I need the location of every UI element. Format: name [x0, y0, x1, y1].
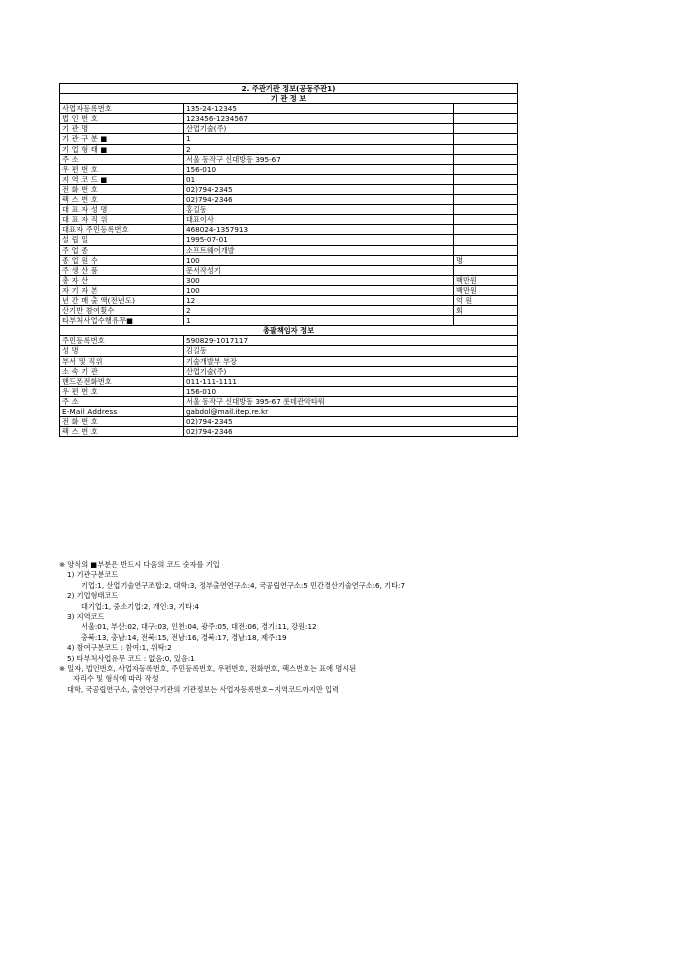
note-line: 2) 기업형태코드: [67, 591, 119, 601]
field-label: 기 관 명: [60, 124, 184, 134]
org-info-table: [59, 83, 518, 437]
note-line: 기업:1, 산업기술연구조합:2, 대학:3, 정부출연연구소:4, 국공립연구소:5 민간경산기술연구소:6, 기타:7: [81, 580, 406, 590]
table-row: [60, 104, 518, 114]
table-row: [60, 396, 518, 406]
field-label: 주 생 산 품: [60, 265, 184, 275]
note-line: 1) 기관구분코드: [67, 570, 119, 580]
field-label: 부서 및 직위: [60, 356, 184, 366]
table-row: [60, 225, 518, 235]
field-label: 타부처사업수행유무■: [60, 316, 184, 326]
field-label: 지 역 코 드 ■: [60, 174, 184, 184]
field-unit: [454, 184, 518, 194]
note-line: 대기업:1, 중소기업:2, 개인:3, 기타:4: [81, 601, 200, 611]
field-value: 100: [184, 285, 454, 295]
field-label: 주민등록번호: [60, 336, 184, 346]
field-value: 011-111-1111: [184, 376, 518, 386]
table-row: [60, 195, 518, 205]
field-unit: [454, 164, 518, 174]
field-unit: [454, 195, 518, 205]
field-label: 우 편 번 호: [60, 386, 184, 396]
field-value: 1: [184, 316, 454, 326]
field-value: 468024-1357913: [184, 225, 454, 235]
section-org-info: 기 관 정 보: [60, 94, 518, 104]
instructions: [59, 560, 529, 695]
table-row: [60, 306, 518, 316]
field-unit: 억 원: [454, 295, 518, 305]
field-value: 기술개발부 부장: [184, 356, 518, 366]
table-row: [60, 154, 518, 164]
field-value: 123456-1234567: [184, 114, 454, 124]
table-title-row: [60, 84, 518, 94]
table-row: [60, 184, 518, 194]
field-label: 핸드폰전화번호: [60, 376, 184, 386]
table-row: [60, 255, 518, 265]
table-row: [60, 295, 518, 305]
field-value: 2: [184, 144, 454, 154]
field-unit: [454, 316, 518, 326]
field-label: 법 인 번 호: [60, 114, 184, 124]
table-title: 2. 주관기관 정보(공동주관1): [60, 84, 518, 94]
table-row: [60, 336, 518, 346]
field-label: 주 업 종: [60, 245, 184, 255]
table-row: [60, 245, 518, 255]
field-label: 우 편 번 호: [60, 164, 184, 174]
table-row: [60, 124, 518, 134]
field-value: 2: [184, 306, 454, 316]
table-row: [60, 174, 518, 184]
field-label: 종 업 원 수: [60, 255, 184, 265]
field-value: 100: [184, 255, 454, 265]
table-row: [60, 114, 518, 124]
table-row: [60, 205, 518, 215]
table-row: [60, 235, 518, 245]
note-line: 3) 지역코드: [67, 612, 105, 622]
field-unit: [454, 144, 518, 154]
field-value: 홍길동: [184, 205, 454, 215]
field-label: 소 속 기 관: [60, 366, 184, 376]
table-row: [60, 275, 518, 285]
field-value: 02)794-2345: [184, 184, 454, 194]
table-row: [60, 417, 518, 427]
field-value: 300: [184, 275, 454, 285]
note-line: 5) 타부처사업유무 코드 : 없음:0, 있음:1: [67, 653, 195, 663]
field-unit: 백만원: [454, 285, 518, 295]
field-value: 1: [184, 134, 454, 144]
table-row: [60, 346, 518, 356]
table-row: [60, 215, 518, 225]
field-label: 주 소: [60, 396, 184, 406]
field-unit: [454, 225, 518, 235]
field-label: 년 간 매 출 액(전년도): [60, 295, 184, 305]
field-unit: [454, 134, 518, 144]
table-row: [60, 285, 518, 295]
field-unit: [454, 215, 518, 225]
field-label: 사업자등록번호: [60, 104, 184, 114]
field-value: 서울 동작구 신대방동 395-67: [184, 154, 454, 164]
field-unit: 명: [454, 255, 518, 265]
note-line: ※ 양식의 ■부분은 반드시 다음의 코드 숫자를 기입: [59, 560, 220, 569]
note-line: 자리수 및 형식에 따라 작성: [73, 674, 159, 684]
field-value: 156-010: [184, 386, 518, 396]
table-row: [60, 407, 518, 417]
field-unit: [454, 124, 518, 134]
field-value: 대표이사: [184, 215, 454, 225]
table-row: [60, 134, 518, 144]
field-label: 팩 스 번 호: [60, 427, 184, 437]
field-value: 156-010: [184, 164, 454, 174]
table-row: [60, 427, 518, 437]
table-row: [60, 386, 518, 396]
field-unit: [454, 265, 518, 275]
field-value: 소프트웨어개발: [184, 245, 454, 255]
field-label: 성 명: [60, 346, 184, 356]
field-value: 산업기술(주): [184, 366, 518, 376]
field-unit: [454, 104, 518, 114]
note-line: 4) 참여구분코드 : 참여:1, 위탁:2: [67, 643, 172, 653]
field-unit: 백만원: [454, 275, 518, 285]
table-row: [60, 144, 518, 154]
table-row: [60, 316, 518, 326]
section-manager-info: 총괄책임자 정보: [60, 326, 518, 336]
note-line: 대학, 국공립연구소, 출연연구기관의 기관정보는 사업자등록번호~지역코드까지만 입력: [67, 684, 339, 694]
field-label: 설 립 일: [60, 235, 184, 245]
field-unit: [454, 205, 518, 215]
field-value: 135-24-12345: [184, 104, 454, 114]
field-label: 기 업 형 태 ■: [60, 144, 184, 154]
field-unit: 회: [454, 306, 518, 316]
field-unit: [454, 235, 518, 245]
field-label: 대 표 자 직 위: [60, 215, 184, 225]
field-value: 12: [184, 295, 454, 305]
field-label: 대표자 주민등록번호: [60, 225, 184, 235]
field-unit: [454, 174, 518, 184]
field-label: 주 소: [60, 154, 184, 164]
field-label: E-Mail Address: [60, 407, 184, 417]
field-label: 기 관 구 분 ■: [60, 134, 184, 144]
field-value: gabdol@mail.itep.re.kr: [184, 407, 518, 417]
field-unit: [454, 114, 518, 124]
field-label: 대 표 자 성 명: [60, 205, 184, 215]
field-value: 서울 동작구 신대방동 395-67 롯데관악타워: [184, 396, 518, 406]
field-label: 산기반 참여횟수: [60, 306, 184, 316]
table-row: [60, 164, 518, 174]
note-line: ※ 일자, 법인번호, 사업자등록번호, 주민등록번호, 우편번호, 전화번호, 팩스번호는 표에 명시된: [59, 664, 357, 674]
field-unit: [454, 245, 518, 255]
note-line: 서울:01, 부산:02, 대구:03, 인천:04, 광주:05, 대전:06, 경기:11, 강원:12: [81, 622, 317, 632]
field-value: 김길동: [184, 346, 518, 356]
field-value: 산업기술(주): [184, 124, 454, 134]
field-unit: [454, 154, 518, 164]
field-value: 1995-07-01: [184, 235, 454, 245]
field-value: 02)794-2346: [184, 195, 454, 205]
field-label: 총 자 산: [60, 275, 184, 285]
field-label: 전 화 번 호: [60, 184, 184, 194]
field-label: 팩 스 번 호: [60, 195, 184, 205]
table-row: [60, 376, 518, 386]
section-header-row: [60, 326, 518, 336]
field-value: 01: [184, 174, 454, 184]
field-value: 02)794-2346: [184, 427, 518, 437]
field-value: 02)794-2345: [184, 417, 518, 427]
field-value: 문서작성기: [184, 265, 454, 275]
field-label: 전 화 번 호: [60, 417, 184, 427]
note-line: 충북:13, 충남:14, 전북:15, 전남:16, 경북:17, 경남:18, 제주:19: [81, 632, 287, 642]
table-row: [60, 265, 518, 275]
table-row: [60, 366, 518, 376]
field-value: 590829-1017117: [184, 336, 518, 346]
field-label: 자 기 자 본: [60, 285, 184, 295]
section-header-row: [60, 94, 518, 104]
table-row: [60, 356, 518, 366]
